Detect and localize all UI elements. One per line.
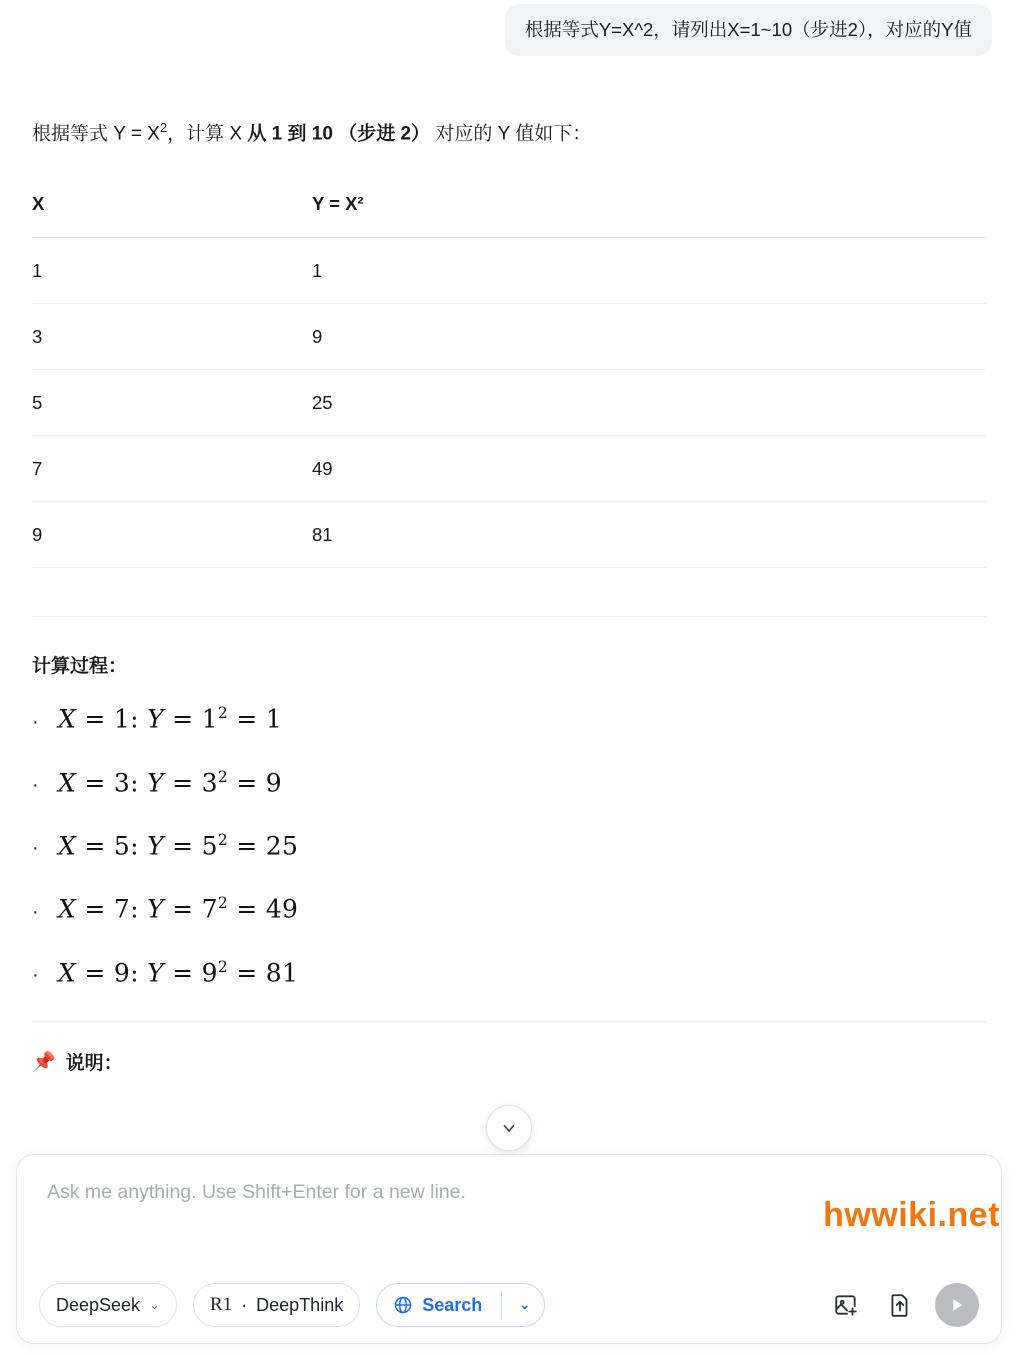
intro-superscript: 2 bbox=[159, 119, 168, 135]
image-upload-icon bbox=[833, 1292, 859, 1318]
search-toggle-chip[interactable] bbox=[376, 1283, 545, 1327]
deepthink-chip[interactable] bbox=[193, 1283, 360, 1327]
assistant-answer bbox=[0, 56, 1018, 1075]
intro-bold-range: 从 1 到 10 bbox=[247, 123, 333, 145]
section-divider bbox=[32, 616, 986, 617]
chip-divider bbox=[501, 1291, 502, 1319]
cell-x: 5 bbox=[32, 370, 312, 436]
math-expression: X = 1: $Y = 1^2 = 1$ bbox=[58, 704, 282, 734]
scroll-to-bottom-button[interactable] bbox=[486, 1105, 532, 1151]
intro-mid: ，计算 X bbox=[167, 123, 248, 145]
process-title: 计算过程： bbox=[32, 656, 128, 678]
bullet-icon: · bbox=[32, 710, 39, 733]
answer-intro bbox=[32, 118, 986, 150]
math-y-symbol: Y bbox=[147, 704, 164, 734]
message-composer bbox=[16, 1154, 1002, 1344]
deepthink-separator: · bbox=[241, 1294, 248, 1315]
attach-icon bbox=[887, 1292, 913, 1318]
list-item bbox=[32, 704, 986, 733]
table-row bbox=[32, 436, 986, 502]
math-x-symbol: X bbox=[58, 704, 77, 734]
math-expression: X = 7: $Y = 7^2 = 49$ bbox=[58, 894, 299, 924]
bullet-icon: · bbox=[32, 774, 39, 797]
table-row bbox=[32, 238, 986, 304]
math-expression: X = 5: $Y = 5^2 = 25$ bbox=[58, 831, 299, 861]
table-row bbox=[32, 370, 986, 436]
math-expression: X = 9: $Y = 9^2 = 81$ bbox=[58, 957, 299, 988]
bullet-icon: · bbox=[32, 964, 39, 987]
table-header-row bbox=[32, 193, 986, 238]
table-row bbox=[32, 502, 986, 568]
spacer bbox=[32, 568, 986, 616]
list-item bbox=[32, 831, 986, 860]
list-item bbox=[32, 894, 986, 923]
chevron-down-icon bbox=[500, 1119, 518, 1137]
table-header-y: Y = X² bbox=[312, 193, 986, 238]
chevron-down-icon: ⌄ bbox=[149, 1297, 160, 1312]
cell-x: 7 bbox=[32, 436, 312, 502]
composer-toolbar bbox=[39, 1283, 979, 1327]
globe-icon bbox=[393, 1295, 413, 1315]
user-message-row bbox=[0, 0, 1018, 56]
cell-y: 49 bbox=[312, 436, 986, 502]
list-item bbox=[32, 768, 986, 797]
process-list bbox=[32, 704, 986, 987]
cell-x: 9 bbox=[32, 502, 312, 568]
math-expression: X = 3: $Y = 3^2 = 9$ bbox=[58, 767, 282, 798]
intro-bold-step: （步进 2） bbox=[338, 123, 431, 145]
cell-x: 3 bbox=[32, 304, 312, 370]
intro-prefix: 根据等式 Y = X bbox=[32, 123, 160, 145]
table-header-x: X bbox=[32, 193, 312, 238]
cell-y: 9 bbox=[312, 304, 986, 370]
deepthink-prefix: R1 bbox=[209, 1294, 233, 1315]
user-message-bubble: 根据等式Y=X^2，请列出X=1~10（步进2），对应的Y值 bbox=[505, 4, 992, 56]
watermark: hwwiki.net bbox=[823, 1196, 1000, 1234]
deepthink-label: DeepThink bbox=[256, 1294, 344, 1315]
cell-y: 1 bbox=[312, 238, 986, 304]
send-icon bbox=[948, 1296, 966, 1314]
list-item bbox=[32, 958, 986, 987]
results-table bbox=[32, 193, 986, 568]
bullet-icon: · bbox=[32, 837, 39, 860]
cell-y: 81 bbox=[312, 502, 986, 568]
bottom-divider bbox=[32, 1021, 986, 1022]
bullet-icon: · bbox=[32, 900, 39, 923]
search-toggle-label: Search bbox=[422, 1294, 483, 1315]
send-button[interactable] bbox=[935, 1283, 979, 1327]
table-row bbox=[32, 304, 986, 370]
cell-y: 25 bbox=[312, 370, 986, 436]
image-upload-button[interactable] bbox=[825, 1284, 867, 1326]
note-heading bbox=[32, 1048, 986, 1075]
cell-x: 1 bbox=[32, 238, 312, 304]
model-selector-label: DeepSeek bbox=[56, 1294, 141, 1315]
intro-suffix: 对应的 Y 值如下： bbox=[435, 123, 592, 145]
note-label: 说明： bbox=[65, 1053, 123, 1075]
chevron-down-icon: ⌄ bbox=[519, 1297, 531, 1312]
pin-icon: 📌 bbox=[32, 1051, 56, 1073]
attach-button[interactable] bbox=[879, 1284, 921, 1326]
model-selector-chip[interactable] bbox=[39, 1283, 177, 1327]
